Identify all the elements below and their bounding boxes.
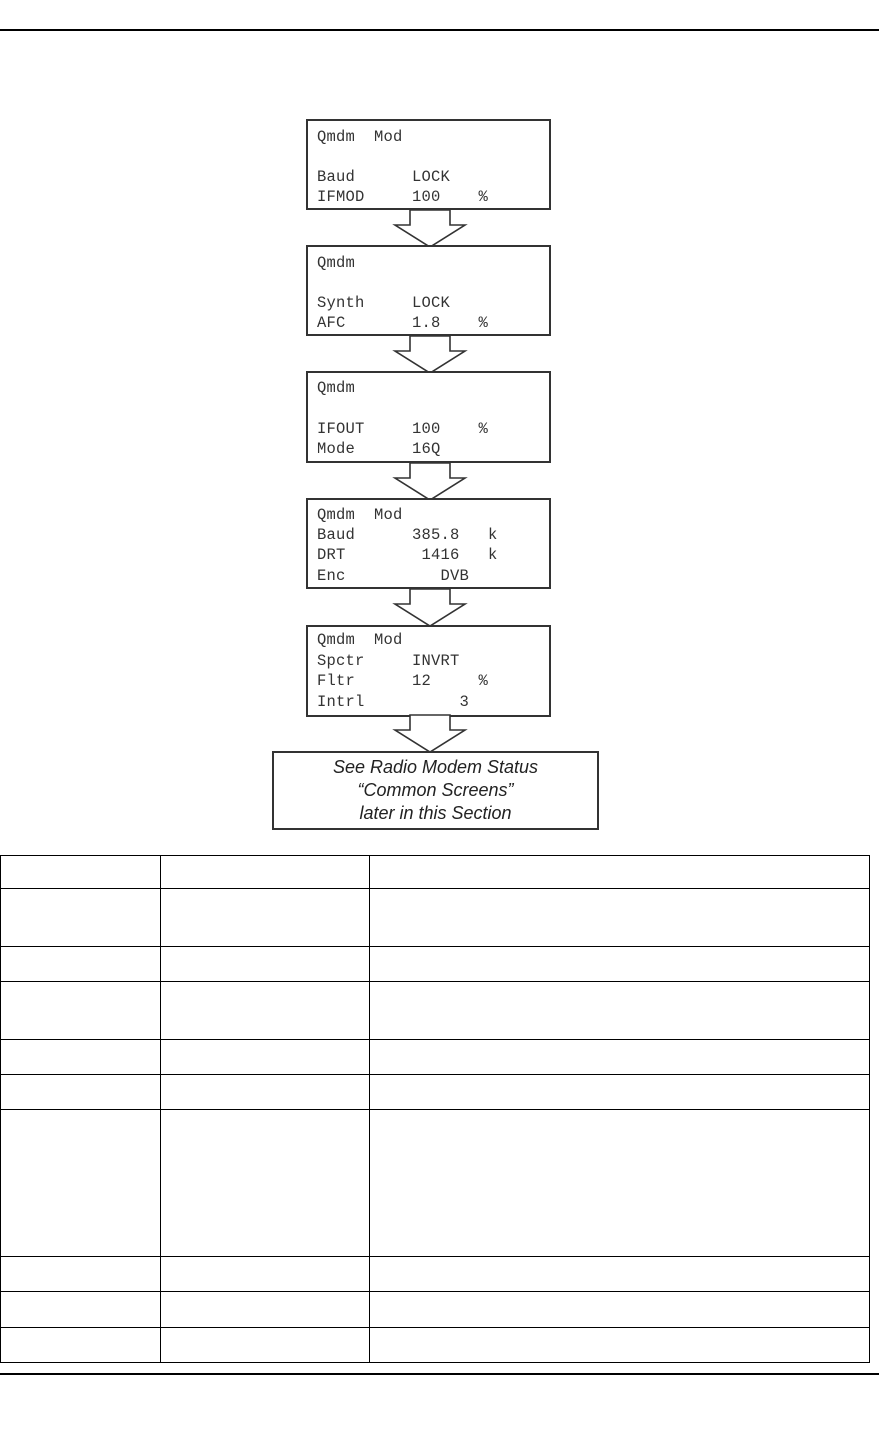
screen-line: Qmdm Mod: [317, 128, 403, 146]
down-arrow-icon: [390, 714, 470, 754]
lcd-screen-2: [306, 245, 551, 336]
screen-line: Fltr 12 %: [317, 672, 489, 690]
lcd-screen-1: [306, 119, 551, 210]
table-border: [369, 855, 370, 1363]
screen-line: Enc DVB: [317, 567, 470, 585]
screen-line: IFMOD 100 %: [317, 188, 489, 206]
lcd-screen-4: [306, 498, 551, 589]
table-row: [0, 982, 870, 1040]
down-arrow-icon: [390, 462, 470, 502]
down-arrow-icon: [390, 335, 470, 375]
screen-line: IFOUT 100 %: [317, 420, 489, 438]
screen-line: DRT 1416 k: [317, 546, 498, 564]
note-line: later in this Section: [359, 803, 512, 823]
note-line: See Radio Modem Status: [332, 757, 539, 777]
table-border: [0, 855, 1, 1363]
see-common-screens-note: [272, 751, 599, 830]
screen-line: Synth LOCK: [317, 294, 451, 312]
table-row: [0, 1040, 870, 1075]
down-arrow-icon: [390, 209, 470, 249]
table-row: [0, 1292, 870, 1328]
screen-line: Baud LOCK: [317, 168, 451, 186]
table-row: [0, 1110, 870, 1257]
lcd-screen-3: [306, 371, 551, 463]
screen-line: Baud 385.8 k: [317, 526, 498, 544]
table-row: [0, 889, 870, 947]
screen-line: Intrl 3: [317, 693, 470, 711]
lcd-screen-5: [306, 625, 551, 717]
table-border: [869, 855, 870, 1363]
parameter-table: [0, 855, 870, 1448]
screen-line: Qmdm: [317, 379, 356, 397]
table-row: [0, 1328, 870, 1363]
table-row: [0, 1075, 870, 1110]
table-row: [0, 1257, 870, 1292]
screen-line: Qmdm Mod: [317, 506, 403, 524]
screen-line: Spctr INVRT: [317, 652, 460, 670]
down-arrow-icon: [390, 588, 470, 628]
screen-line: AFC 1.8 %: [317, 314, 489, 332]
header-rule: [0, 29, 879, 31]
table-border: [160, 855, 161, 1363]
note-line: “Common Screens”: [357, 780, 514, 800]
footer-rule: [0, 1373, 879, 1375]
table-row: [0, 855, 870, 889]
screen-line: Qmdm: [317, 254, 356, 272]
screen-line: Mode 16Q: [317, 440, 441, 458]
screen-line: Qmdm Mod: [317, 631, 403, 649]
table-row: [0, 947, 870, 982]
